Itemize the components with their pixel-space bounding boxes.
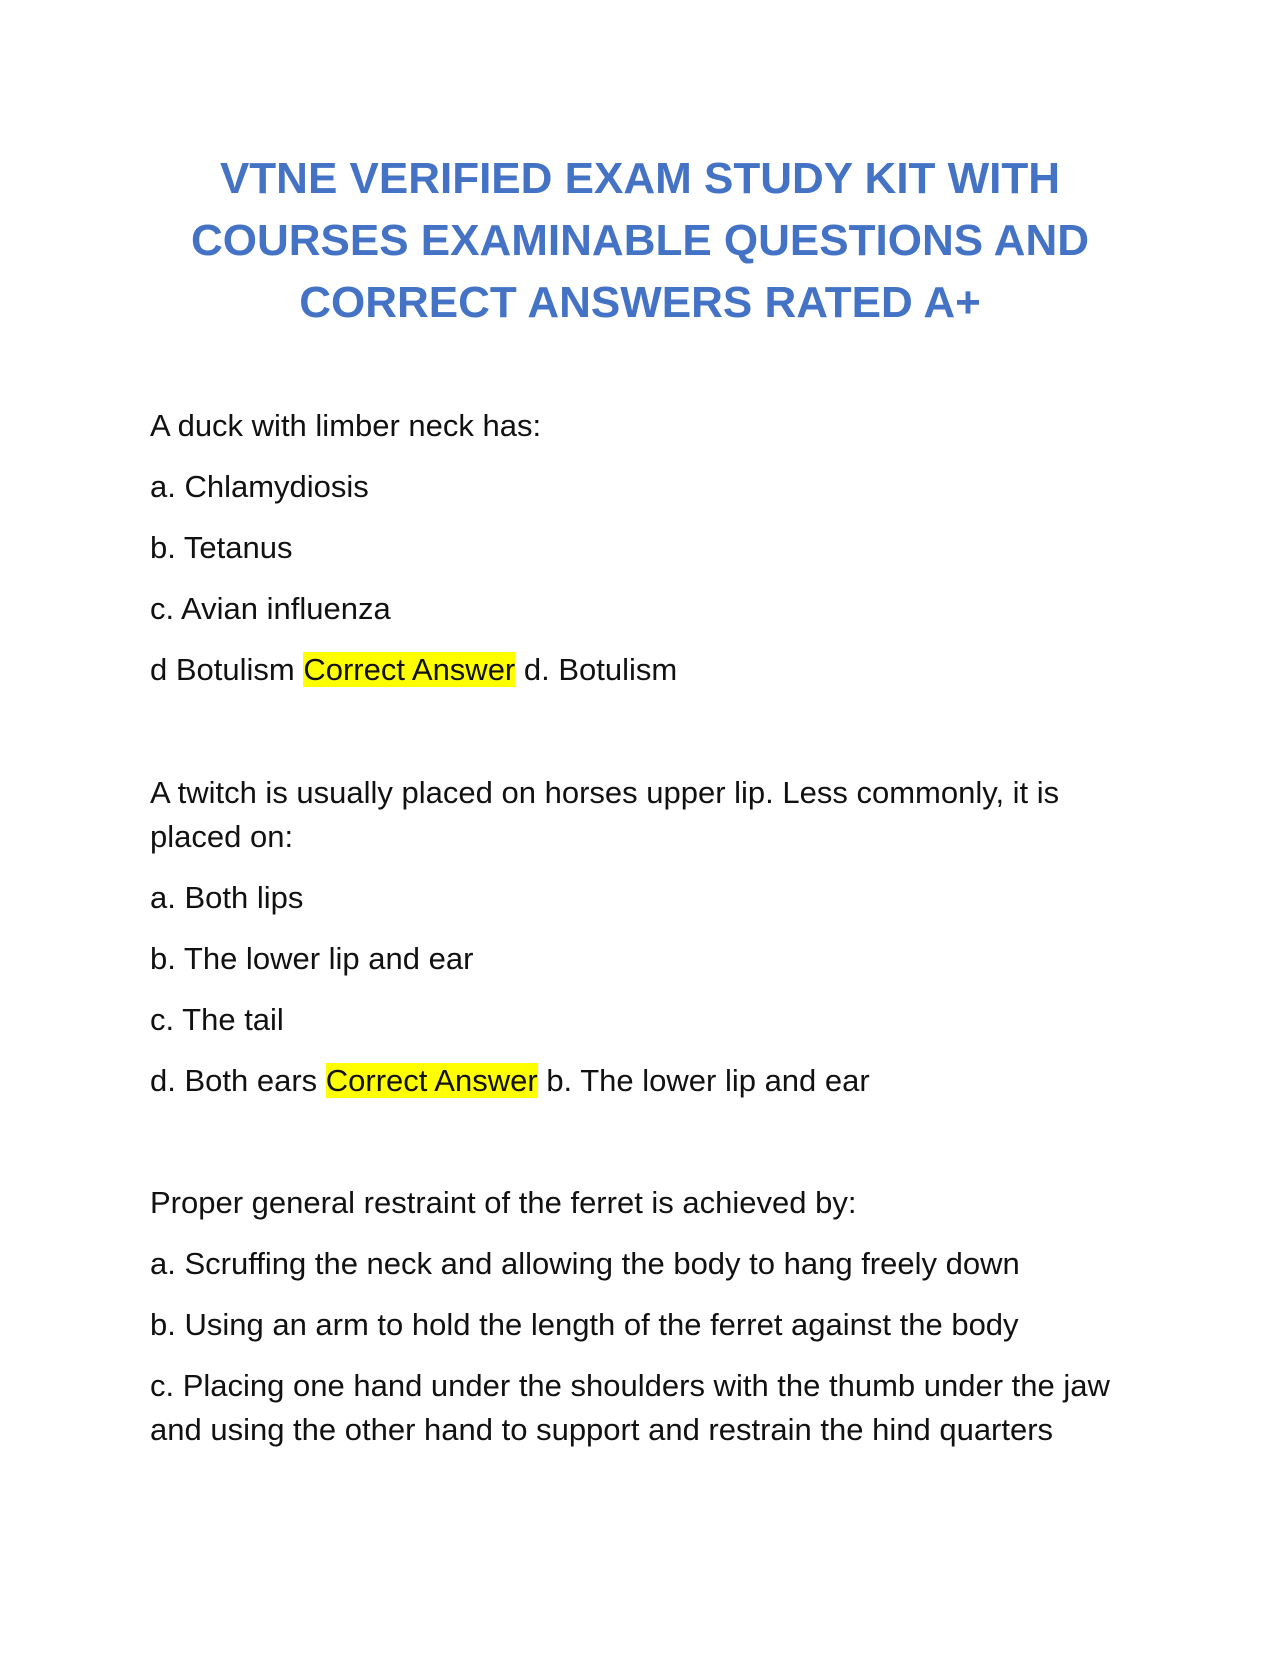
answer-option: c. Placing one hand under the shoulders with the thumb under the jaw and using the other hand to support and restrain the hind quarters [150, 1368, 1110, 1447]
answer-option: b. Tetanus [150, 530, 293, 565]
answer-option: d. Both ears [150, 1063, 318, 1098]
answer-line [150, 648, 1140, 692]
answer-option: a. Both lips [150, 880, 304, 915]
title-line-2: COURSES EXAMINABLE QUESTIONS AND [190, 216, 1089, 265]
question-block-3 [150, 1181, 1140, 1469]
answer-option: c. The tail [150, 1002, 284, 1037]
question-text: A duck with limber neck has: [150, 408, 542, 443]
answer-option: c. Avian influenza [150, 591, 391, 626]
title-line-3: CORRECT ANSWERS RATED A+ [299, 278, 981, 327]
answer-line [150, 1059, 1140, 1103]
title-line-1: VTNE VERIFIED EXAM STUDY KIT WITH [219, 154, 1061, 203]
answer-option: a. Chlamydiosis [150, 469, 369, 504]
answer-option: b. Using an arm to hold the length of the ferret against the body [150, 1307, 1019, 1342]
correct-answer-label: Correct Answer [325, 1063, 538, 1098]
answer-option: a. Scruffing the neck and allowing the body to hang freely down [150, 1246, 1020, 1281]
question-text: Proper general restraint of the ferret is achieved by: [150, 1185, 857, 1220]
correct-answer-label: Correct Answer [303, 652, 516, 687]
question-block-2 [150, 771, 1140, 1120]
answer-option: d Botulism [150, 652, 295, 687]
document-title [150, 148, 1130, 334]
correct-answer-value: b. The lower lip and ear [546, 1063, 870, 1098]
question-text: A twitch is usually placed on horses upper lip. Less commonly, it is placed on: [150, 775, 1060, 854]
correct-answer-value: d. Botulism [523, 652, 678, 687]
question-block-1 [150, 404, 1140, 709]
answer-option: b. The lower lip and ear [150, 941, 474, 976]
